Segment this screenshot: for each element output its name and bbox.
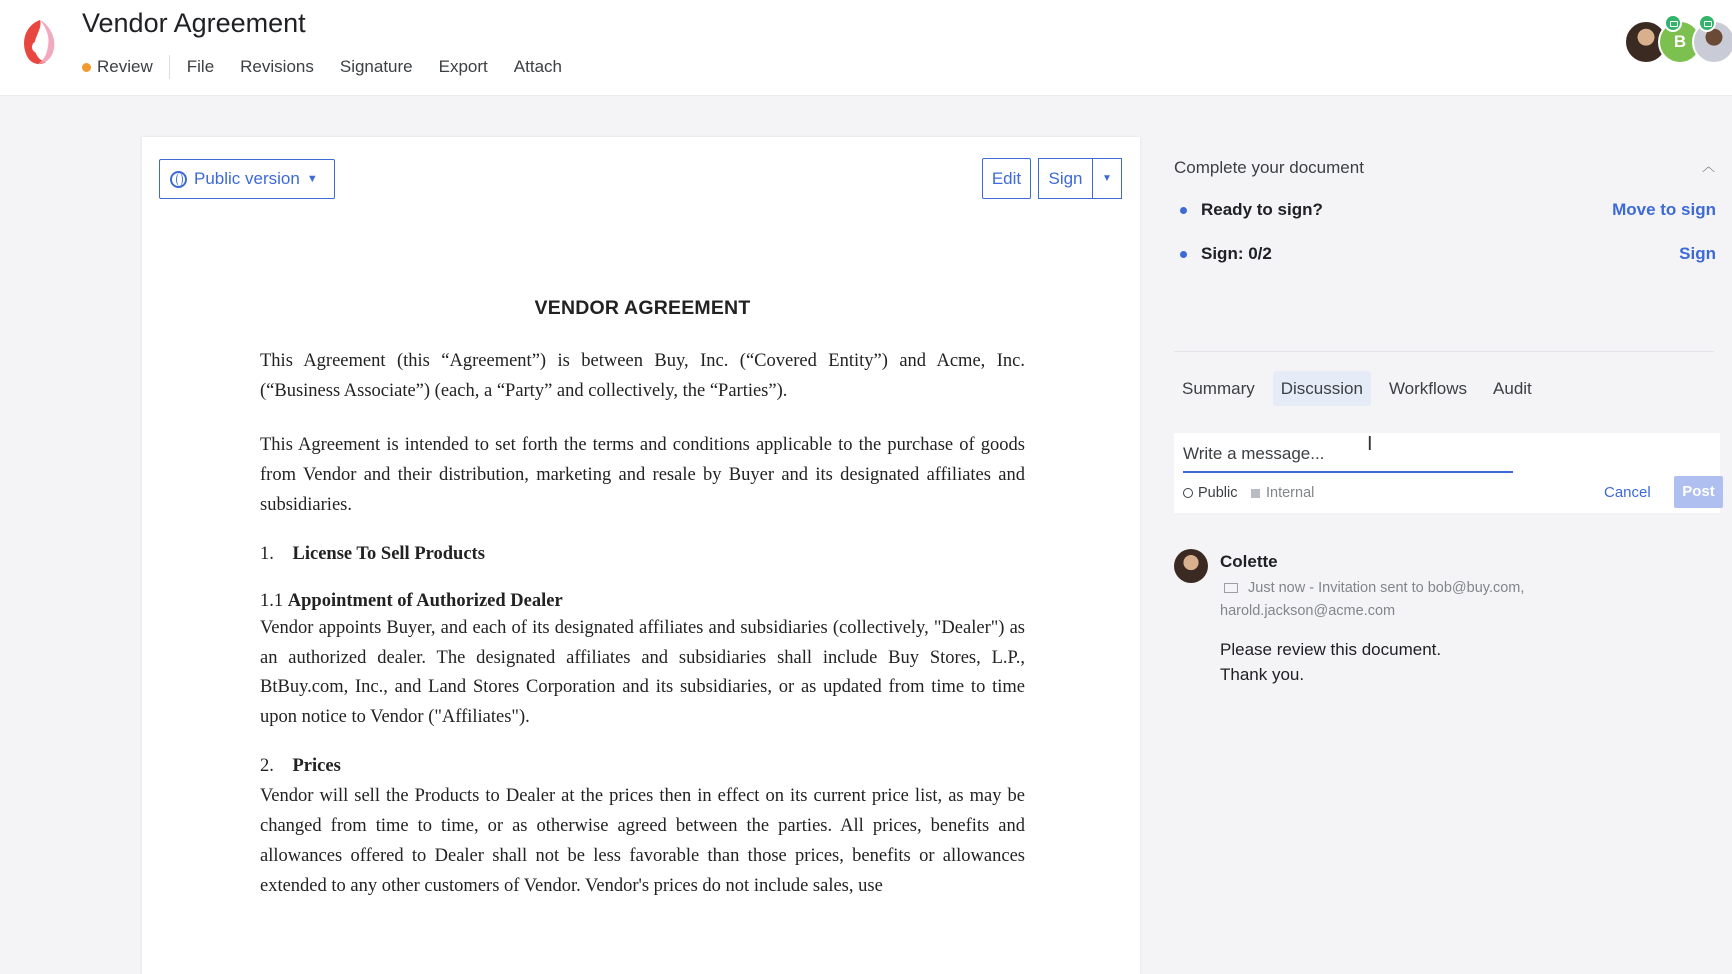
menu-export[interactable]: Export: [438, 57, 488, 76]
section-title: License To Sell Products: [292, 544, 485, 564]
edit-button[interactable]: Edit: [982, 158, 1031, 199]
tab-audit[interactable]: Audit: [1493, 379, 1532, 398]
subsection-heading: [260, 591, 1025, 612]
menu-signature[interactable]: Signature: [339, 57, 413, 76]
comment-body: [1220, 637, 1441, 687]
status-dot-icon: [82, 63, 91, 72]
internal-label: Internal: [1266, 485, 1315, 501]
mail-icon: [1224, 583, 1238, 593]
task-ready-to-sign: [1180, 200, 1323, 220]
online-indicator-icon: [1698, 14, 1716, 32]
move-to-sign-link[interactable]: Move to sign: [1612, 200, 1716, 219]
menu-file[interactable]: File: [186, 57, 215, 76]
text-cursor-icon: I: [1367, 433, 1373, 455]
sign-button[interactable]: Sign: [1038, 158, 1092, 199]
section-number: 1.: [260, 544, 274, 564]
document-page: [142, 137, 1140, 974]
public-label: Public: [1198, 485, 1238, 501]
paragraph: Vendor appoints Buyer, and each of its designated affiliates and subsidiaries (collectively, "Dealer") as an authorized dealer. The designated affiliates and subsidiaries shall include Buy Stores, L.P., BtBuy.com, Inc., and Land Stores Corporation and its subsidiaries, or as updated from time to time upon notice to Vendor ("Affiliates").: [260, 618, 1025, 727]
task-sign-count: [1180, 244, 1272, 264]
comment-line: Please review this document.: [1220, 640, 1442, 659]
comment-line: Thank you.: [1220, 665, 1305, 684]
app-logo-icon[interactable]: [14, 14, 60, 72]
version-dropdown[interactable]: [159, 159, 335, 199]
status-label: Review: [97, 57, 153, 76]
subsection-title: Appointment of Authorized Dealer: [287, 591, 563, 611]
status-badge[interactable]: [82, 55, 170, 79]
paragraph: This Agreement (this “Agreement”) is between Buy, Inc. (“Covered Entity”) and Acme, Inc. (“Business Associate”) (each, a “Party” and collectively, the “Parties”).: [260, 351, 1025, 401]
bullet-icon: [1180, 251, 1187, 258]
panel-title: Complete your document: [1174, 158, 1364, 177]
building-icon: [1251, 489, 1260, 498]
top-header: [0, 0, 1732, 96]
task-label: Sign: 0/2: [1201, 244, 1272, 263]
panel-tabs: [1174, 371, 1550, 406]
caret-down-icon: ▼: [1102, 173, 1112, 184]
paragraph: This Agreement is intended to set forth the terms and conditions applicable to the purchase of goods from Vendor and their distribution, marketing and resale by Buyer and its designated affiliates and subsidiaries.: [260, 435, 1025, 515]
section-heading: [260, 544, 1025, 565]
cancel-button[interactable]: Cancel: [1604, 484, 1651, 501]
main-menu: [82, 55, 571, 79]
sign-link[interactable]: Sign: [1679, 244, 1716, 263]
globe-icon: [1183, 488, 1193, 498]
post-button[interactable]: Post: [1674, 476, 1723, 508]
tab-workflows[interactable]: Workflows: [1388, 379, 1468, 398]
tab-discussion[interactable]: Discussion: [1273, 371, 1371, 406]
caret-down-icon: ▼: [306, 173, 318, 185]
document-heading: VENDOR AGREEMENT: [534, 297, 751, 319]
message-composer: [1174, 433, 1720, 513]
comment-meta: [1220, 577, 1560, 623]
task-label: Ready to sign?: [1201, 200, 1323, 219]
document-title[interactable]: Vendor Agreement: [82, 8, 306, 38]
section-heading: [260, 756, 1025, 777]
globe-icon: [170, 171, 187, 188]
bullet-icon: [1180, 207, 1187, 214]
collaborator-avatars: [1624, 14, 1732, 70]
tab-summary[interactable]: Summary: [1182, 379, 1255, 398]
comment-meta-text: Just now - Invitation sent to bob@buy.com, harold.jackson@acme.com: [1220, 580, 1525, 619]
paragraph: Vendor will sell the Products to Dealer at the prices then in effect on its current price list, as may be changed from time to time, or as otherwise agreed between the parties. All prices, benefits and allowances offered to Dealer shall not be less favorable than those prices, benefits or allowances extended to any other customers of Vendor. Vendor's prices do not include sales, use: [260, 786, 1025, 896]
sign-options-dropdown[interactable]: [1092, 158, 1122, 199]
visibility-public-option[interactable]: [1183, 485, 1238, 501]
section-number: 2.: [260, 756, 274, 776]
avatar[interactable]: [1174, 549, 1208, 583]
right-panel: [1158, 96, 1732, 974]
menu-attach[interactable]: Attach: [513, 57, 562, 76]
online-indicator-icon: [1664, 14, 1682, 32]
document-body: [260, 297, 1025, 925]
message-input[interactable]: [1183, 437, 1513, 473]
section-title: Prices: [292, 756, 341, 776]
subsection-number: 1.1: [260, 591, 284, 611]
menu-revisions[interactable]: Revisions: [240, 57, 314, 76]
avatar-b[interactable]: B: [1658, 20, 1702, 64]
divider: [1174, 351, 1714, 352]
comment-author: Colette: [1220, 552, 1278, 571]
collapse-chevron-icon[interactable]: ︿: [1702, 159, 1716, 174]
visibility-internal-option[interactable]: [1251, 485, 1314, 501]
version-label: Public version: [194, 169, 300, 188]
